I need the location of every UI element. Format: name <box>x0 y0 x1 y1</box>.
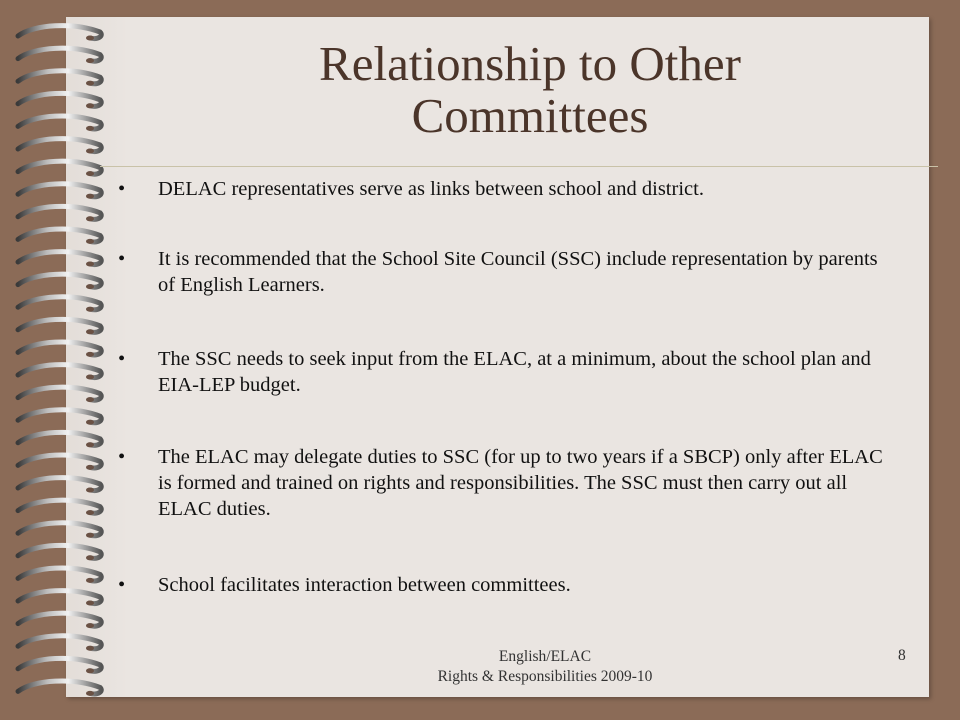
bullet-text: The SSC needs to seek input from the ELAC, at a minimum, about the school plan and EIA-LEP budget. <box>158 348 871 396</box>
spiral-hole <box>86 533 94 538</box>
bullet-text: The ELAC may delegate duties to SSC (for up to two years if a SBCP) only after ELAC is formed and trained on rights and responsibilities. The SSC must then carry out all ELAC duties. <box>158 446 883 520</box>
spiral-hole <box>86 194 94 199</box>
footer-line-2: Rights & Responsibilities 2009-10 <box>437 668 653 685</box>
title-line-2: Committees <box>411 88 649 143</box>
spiral-hole <box>86 510 94 515</box>
bullet-dot: • <box>118 248 126 270</box>
spiral-hole <box>86 81 94 86</box>
spiral-hole <box>86 397 94 402</box>
spiral-hole <box>86 58 94 63</box>
spiral-hole <box>86 329 94 334</box>
spiral-hole <box>86 239 94 244</box>
spiral-hole <box>86 103 94 108</box>
spiral-hole <box>86 623 94 628</box>
page-number: 8 <box>898 647 906 664</box>
spiral-hole <box>86 171 94 176</box>
bullet-dot: • <box>118 178 126 200</box>
bullet-text: School facilitates interaction between committees. <box>158 574 571 596</box>
spiral-hole <box>86 465 94 470</box>
spiral-hole <box>86 420 94 425</box>
spiral-hole <box>86 646 94 651</box>
spiral-hole <box>86 555 94 560</box>
bullet-dot: • <box>118 348 126 370</box>
bullet-dot: • <box>118 574 126 596</box>
spiral-hole <box>86 578 94 583</box>
title-line-1: Relationship to Other <box>319 36 741 91</box>
spiral-hole <box>86 149 94 154</box>
spiral-hole <box>86 284 94 289</box>
footer-line-1: English/ELAC <box>498 648 592 665</box>
slide-footer <box>350 647 740 687</box>
spiral-hole <box>86 668 94 673</box>
bullet-text: DELAC representatives serve as links between school and district. <box>158 178 704 200</box>
spiral-hole <box>86 442 94 447</box>
spiral-hole <box>86 488 94 493</box>
spiral-hole <box>86 352 94 357</box>
spiral-hole <box>86 691 94 696</box>
bullet-dot: • <box>118 446 126 468</box>
spiral-hole <box>86 126 94 131</box>
spiral-hole <box>86 216 94 221</box>
slide-title <box>200 38 860 142</box>
spiral-hole <box>86 601 94 606</box>
title-divider <box>100 166 938 167</box>
spiral-binding-icon <box>14 22 109 702</box>
spiral-hole <box>86 375 94 380</box>
spiral-hole <box>86 36 94 41</box>
spiral-hole <box>86 262 94 267</box>
spiral-hole <box>86 307 94 312</box>
bullet-text: It is recommended that the School Site Council (SSC) include representation by parents of English Learners. <box>158 248 878 296</box>
